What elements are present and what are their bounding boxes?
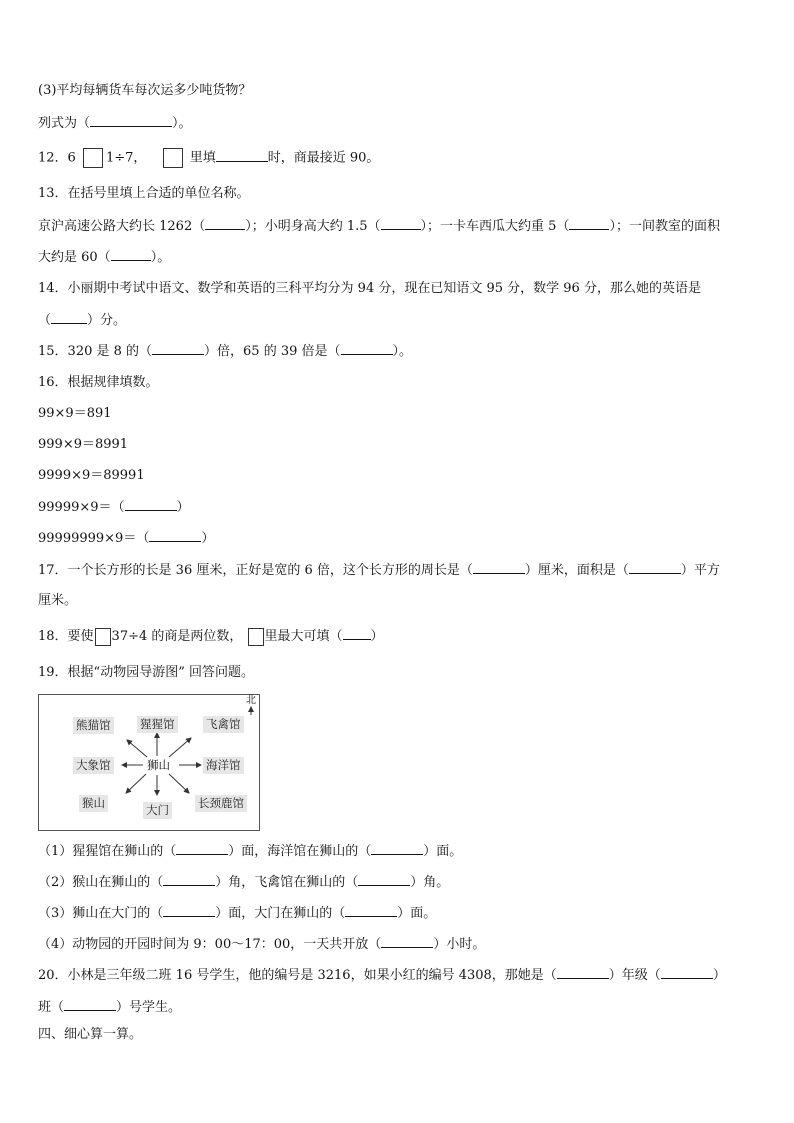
- answer-blank[interactable]: [358, 873, 410, 886]
- question-19-sub2: （2）猴山在狮山的（ ）角，飞禽馆在狮山的（ ）角。: [38, 875, 450, 890]
- map-label-orangutan: 猩猩馆: [137, 716, 178, 733]
- map-label-monkey-hill: 猴山: [79, 795, 108, 812]
- answer-box-reference: [248, 628, 264, 646]
- map-label-panda: 熊猫馆: [73, 717, 114, 734]
- question-11-formula: 列式为（ ）。: [38, 116, 192, 131]
- answer-blank[interactable]: [152, 342, 204, 355]
- answer-blank[interactable]: [216, 149, 268, 162]
- answer-box[interactable]: [95, 628, 111, 646]
- question-19-sub1: （1）猩猩馆在狮山的（ ）面，海洋馆在狮山的（ ）面。: [38, 844, 463, 859]
- map-label-birds: 飞禽馆: [203, 716, 244, 733]
- arrow-southeast: [169, 774, 189, 793]
- question-14-line2: （ ）分。: [38, 313, 127, 328]
- question-18: 18．要使 37÷4 的商是两位数， 里最大可填（ ）: [38, 629, 384, 644]
- answer-blank[interactable]: [125, 498, 177, 511]
- answer-box-reference: [163, 148, 183, 168]
- question-16-row2: 999×9＝8991: [38, 437, 129, 452]
- question-16-row5: 99999999×9＝（ ）: [38, 531, 215, 546]
- answer-blank[interactable]: [345, 904, 397, 917]
- question-13-line2: 大约是 60（ ）。: [38, 250, 171, 265]
- answer-blank[interactable]: [163, 873, 215, 886]
- question-14-line1: 14．小丽期中考试中语文、数学和英语的三科平均分为 94 分，现在已知语文 95 分，数学 96 分，那么她的英语是: [38, 281, 701, 296]
- answer-blank[interactable]: [381, 935, 433, 948]
- question-20-line2: 班（ ）号学生。: [38, 1000, 182, 1015]
- question-16-row1: 99×9＝891: [38, 406, 112, 421]
- question-16-row4: 99999×9＝（ ）: [38, 500, 190, 515]
- answer-blank[interactable]: [64, 998, 116, 1011]
- question-17-line1: 17．一个长方形的长是 36 厘米，正好是宽的 6 倍，这个长方形的周长是（ ）厘米，面积是（ ）平方: [38, 563, 720, 578]
- question-11-sub3: (3)平均每辆货车每次运多少吨货物？: [38, 83, 252, 98]
- question-19-title: 19．根据“动物园导游图” 回答问题。: [38, 665, 254, 680]
- answer-blank[interactable]: [629, 561, 681, 574]
- question-20-line1: 20．小林是三年级二班 16 号学生，他的编号是 3216，如果小红的编号 4308，那她是（ ）年级（ ）: [38, 968, 726, 983]
- answer-blank[interactable]: [381, 217, 421, 230]
- answer-blank[interactable]: [343, 627, 371, 640]
- arrow-southwest: [126, 774, 146, 793]
- answer-blank[interactable]: [163, 904, 215, 917]
- answer-box[interactable]: [83, 148, 103, 168]
- map-label-giraffe: 长颈鹿馆: [195, 795, 247, 812]
- answer-blank[interactable]: [371, 842, 423, 855]
- question-13-line1: 京沪高速公路大约长 1262（ ）；小明身高大约 1.5（ ）；一卡车西瓜大约重 5（ ）；一间教室的面积: [38, 219, 720, 234]
- answer-blank[interactable]: [341, 342, 393, 355]
- question-13-title: 13．在括号里填上合适的单位名称。: [38, 186, 250, 201]
- question-16-row3: 9999×9＝89991: [38, 468, 145, 483]
- arrow-northeast: [169, 738, 191, 757]
- section-4-heading: 四、细心算一算。: [38, 1027, 143, 1042]
- answer-blank[interactable]: [569, 217, 609, 230]
- map-north-label: 北: [246, 695, 256, 706]
- zoo-map: [38, 694, 260, 831]
- answer-blank[interactable]: [205, 217, 245, 230]
- map-label-gate: 大门: [143, 802, 172, 819]
- answer-blank[interactable]: [557, 966, 609, 979]
- answer-blank[interactable]: [111, 248, 151, 261]
- question-17-line2: 厘米。: [38, 593, 78, 608]
- arrow-northwest: [127, 740, 147, 757]
- answer-blank[interactable]: [661, 966, 713, 979]
- answer-blank[interactable]: [149, 529, 201, 542]
- map-label-ocean: 海洋馆: [203, 757, 244, 774]
- answer-blank[interactable]: [51, 311, 87, 324]
- question-16-title: 16．根据规律填数。: [38, 375, 159, 390]
- question-12: 12．6 1÷7， 里填 时，商最接近 90。: [38, 148, 379, 168]
- question-19-sub4: （4）动物园的开园时间为 9：00～17：00，一天共开放（ ）小时。: [38, 937, 486, 952]
- map-label-elephant: 大象馆: [73, 757, 114, 774]
- answer-blank[interactable]: [176, 842, 228, 855]
- map-label-lion-hill: 狮山: [147, 758, 170, 772]
- question-15: 15．320 是 8 的（ ）倍，65 的 39 倍是（ ）。: [38, 344, 413, 359]
- answer-blank[interactable]: [90, 114, 172, 127]
- question-19-sub3: （3）狮山在大门的（ ）面，大门在狮山的（ ）面。: [38, 906, 437, 921]
- answer-blank[interactable]: [473, 561, 525, 574]
